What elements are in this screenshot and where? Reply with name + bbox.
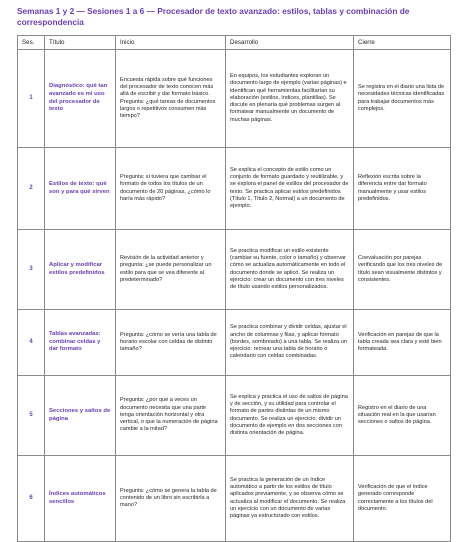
session-title: Secciones y saltos de página <box>45 376 116 456</box>
header-development: Desarrollo <box>226 36 354 50</box>
session-title: Tablas avanzadas: combinar celdas y dar formato <box>45 310 116 376</box>
session-start: Pregunta: ¿cómo se vería una tabla de horario escolar con celdas de distinto tamaño? <box>116 310 226 376</box>
session-plan-table <box>17 35 451 542</box>
session-closing: Registro en el diario de una situación real en la que usarían secciones o saltos de página. <box>354 376 451 456</box>
session-closing: Coevaluación por parejas verificando que los tres niveles de título sean visualmente distintos y consistentes. <box>354 230 451 310</box>
table-row <box>18 376 451 456</box>
table-row <box>18 456 451 542</box>
session-number: 4 <box>18 310 45 376</box>
session-development: Se practica modificar un estilo existente (cambiar su fuente, color o tamaño) y observar cómo se actualiza automáticamente en todo el documento donde se aplicó. Se realiza un ejercicio: crear un documento con tres niveles de título usando estilos personalizados. <box>226 230 354 310</box>
table-row <box>18 310 451 376</box>
session-number: 2 <box>18 148 45 230</box>
table-row <box>18 230 451 310</box>
table-row <box>18 50 451 148</box>
header-title: Título <box>45 36 116 50</box>
session-number: 5 <box>18 376 45 456</box>
header-start: Inicio <box>116 36 226 50</box>
session-start: Revisión de la actividad anterior y pregunta: ¿se puede personalizar un estilo para que se vea diferente al predeterminado? <box>116 230 226 310</box>
table-header-row <box>18 36 451 50</box>
table-row <box>18 148 451 230</box>
session-start: Pregunta: si tuviera que cambiar el formato de todos los títulos de un documento de 20 páginas, ¿cómo lo haría más rápido? <box>116 148 226 230</box>
session-development: Se explica y practica el uso de saltos de página y de sección, y su utilidad para controlar el formato de partes distintas de un mismo documento. Se realiza un ejercicio: dividir un documento de ejemplo en dos secciones con distinta orientación de página. <box>226 376 354 456</box>
session-closing: Verificación de que el índice generado corresponde correctamente a los títulos del documento. <box>354 456 451 542</box>
header-session: Ses. <box>18 36 45 50</box>
session-closing: Verificación en parejas de que la tabla creada sea clara y esté bien formateada. <box>354 310 451 376</box>
session-closing: Se registra en el diario una lista de necesidades técnicas identificadas para trabajar documentos más complejos. <box>354 50 451 148</box>
session-title: Diagnóstico: qué tan avanzado es mi uso del procesador de texto <box>45 50 116 148</box>
header-closing: Cierre <box>354 36 451 50</box>
session-title: Aplicar y modificar estilos predefinidos <box>45 230 116 310</box>
document-title: Semanas 1 y 2 — Sesiones 1 a 6 — Procesador de texto avanzado: estilos, tablas y combinación de correspondencia <box>17 6 410 27</box>
session-title: Índices automáticos sencillos <box>45 456 116 542</box>
session-number: 6 <box>18 456 45 542</box>
session-development: En equipos, los estudiantes exploran un documento largo de ejemplo (varias páginas) e identifican qué herramientas facilitarían su elaboración (estilos, índices, plantillas). Se discute en plenaria qué problemas surgen al formatear manualmente un documento de muchas páginas. <box>226 50 354 148</box>
session-development: Se practica combinar y dividir celdas, ajustar el ancho de columnas y filas, y aplicar formato (bordes, sombreado) a una tabla. Se realiza un ejercicio: recrear una tabla de horario o calendario con celdas combinadas. <box>226 310 354 376</box>
session-development: Se explica el concepto de estilo como un conjunto de formato guardado y reutilizable, y se explora el panel de estilos del procesador de texto. Se practica aplicar estilos predefinidos (Título 1, Título 2, Normal) a un documento de ejemplo. <box>226 148 354 230</box>
session-development: Se practica la generación de un índice automático a partir de los estilos de título aplicados previamente, y se observa cómo se actualiza al modificar el documento. Se realiza un ejercicio con un documento de varias páginas ya estructurado con estilos. <box>226 456 354 542</box>
session-start: Encuesta rápida sobre qué funciones del procesador de texto conocen más allá de escribir y dar formato básico. Pregunta: ¿qué tareas de documentos largos o repetitivos consumen más tiempo? <box>116 50 226 148</box>
session-number: 3 <box>18 230 45 310</box>
session-closing: Reflexión escrita sobre la diferencia entre dar formato manualmente y usar estilos predefinidos. <box>354 148 451 230</box>
session-start: Pregunta: ¿cómo se genera la tabla de contenido de un libro sin escribirla a mano? <box>116 456 226 542</box>
session-number: 1 <box>18 50 45 148</box>
session-start: Pregunta: ¿por qué a veces un documento necesita que una parte tenga orientación horizontal y otra vertical, o que la numeración de página cambie a la mitad? <box>116 376 226 456</box>
session-title: Estilos de texto: qué son y para qué sirven <box>45 148 116 230</box>
